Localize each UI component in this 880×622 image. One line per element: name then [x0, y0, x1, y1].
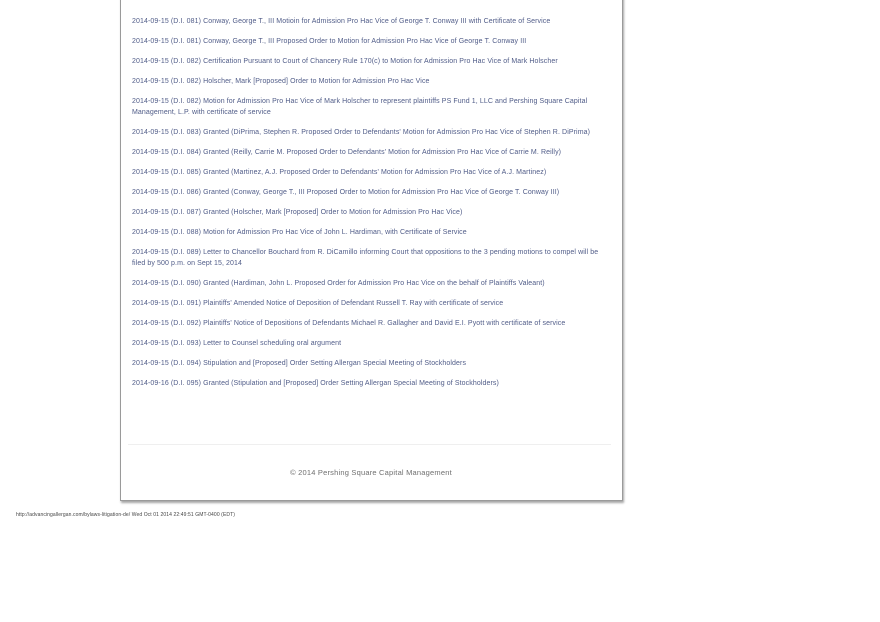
docket-entry-link[interactable]: 2014-09-16 (D.I. 095) Granted (Stipulation and [Proposed] Order Setting Allergan Special Meeting of Stockholders) [132, 380, 499, 387]
docket-entry-link[interactable]: 2014-09-15 (D.I. 084) Granted (Reilly, Carrie M. Proposed Order to Defendants' Motion for Admission Pro Hac Vice of Carrie M. Reilly) [132, 149, 562, 156]
docket-page-card [120, 0, 623, 501]
docket-entry-link[interactable]: 2014-09-15 (D.I. 088) Motion for Admission Pro Hac Vice of John L. Hardiman, with Certificate of Service [132, 229, 467, 236]
docket-entry-link[interactable]: 2014-09-15 (D.I. 081) Conway, George T., III Proposed Order to Motion for Admission Pro Hac Vice of George T. Conway III [132, 38, 527, 45]
docket-entry-link[interactable]: 2014-09-15 (D.I. 081) Conway, George T., III Motioin for Admission Pro Hac Vice of George T. Conway III with Certificate of Service [132, 18, 551, 25]
docket-entry-link[interactable]: 2014-09-15 (D.I. 082) Motion for Admission Pro Hac Vice of Mark Holscher to represent plaintiffs PS Fund 1, LLC and Pershing Square Capital Management, L.P. with certificate of service [132, 98, 588, 116]
docket-entry-link[interactable]: 2014-09-15 (D.I. 086) Granted (Conway, George T., III Proposed Order to Motion for Admission Pro Hac Vice of George T. Conway III) [132, 189, 560, 196]
copyright-text: © 2014 Pershing Square Capital Management [290, 468, 452, 477]
docket-entry-link[interactable]: 2014-09-15 (D.I. 093) Letter to Counsel scheduling oral argument [132, 340, 342, 347]
docket-entry-link[interactable]: 2014-09-15 (D.I. 083) Granted (DiPrima, Stephen R. Proposed Order to Defendants' Motion for Admission Pro Hac Vice of Stephen R. DiPrima) [132, 129, 591, 136]
docket-entry-link[interactable]: 2014-09-15 (D.I. 089) Letter to Chancellor Bouchard from R. DiCamillo informing Court that oppositions to the 3 pending motions to compel will be filed by 500 p.m. on Sept 15, 2014 [132, 249, 599, 267]
docket-entry-link[interactable]: 2014-09-15 (D.I. 094) Stipulation and [Proposed] Order Setting Allergan Special Meeting of Stockholders [132, 360, 467, 367]
print-url-timestamp: http://advancingallergan.com/bylaws-litigation-de/ Wed Oct 01 2014 22:49:51 GMT-0400 (EDT) [16, 512, 236, 518]
docket-entry-link[interactable]: 2014-09-15 (D.I. 082) Certification Pursuant to Court of Chancery Rule 170(c) to Motion for Admission Pro Hac Vice of Mark Holscher [132, 58, 558, 65]
docket-entry-link[interactable]: 2014-09-15 (D.I. 091) Plaintiffs' Amended Notice of Deposition of Defendant Russell T. Ray with certificate of service [132, 300, 504, 307]
docket-entry-link[interactable]: 2014-09-15 (D.I. 085) Granted (Martinez, A.J. Proposed Order to Defendants' Motion for Admission Pro Hac Vice of A.J. Martinez) [132, 169, 547, 176]
docket-entry-link[interactable]: 2014-09-15 (D.I. 092) Plaintiffs' Notice of Depositions of Defendants Michael R. Gallagher and David E.I. Pyott with certificate of service [132, 320, 566, 327]
docket-entry-link[interactable]: 2014-09-15 (D.I. 090) Granted (Hardiman, John L. Proposed Order for Admission Pro Hac Vice on the behalf of Plaintiffs Valeant) [132, 280, 545, 287]
docket-entry-link[interactable]: 2014-09-15 (D.I. 082) Holscher, Mark [Proposed] Order to Motion for Admission Pro Hac Vice [132, 78, 430, 85]
docket-entry-link[interactable]: 2014-09-15 (D.I. 087) Granted (Holscher, Mark [Proposed] Order to Motion for Admission Pro Hac Vice) [132, 209, 463, 216]
docket-entry-list [121, 0, 622, 478]
footer-divider [128, 444, 611, 445]
